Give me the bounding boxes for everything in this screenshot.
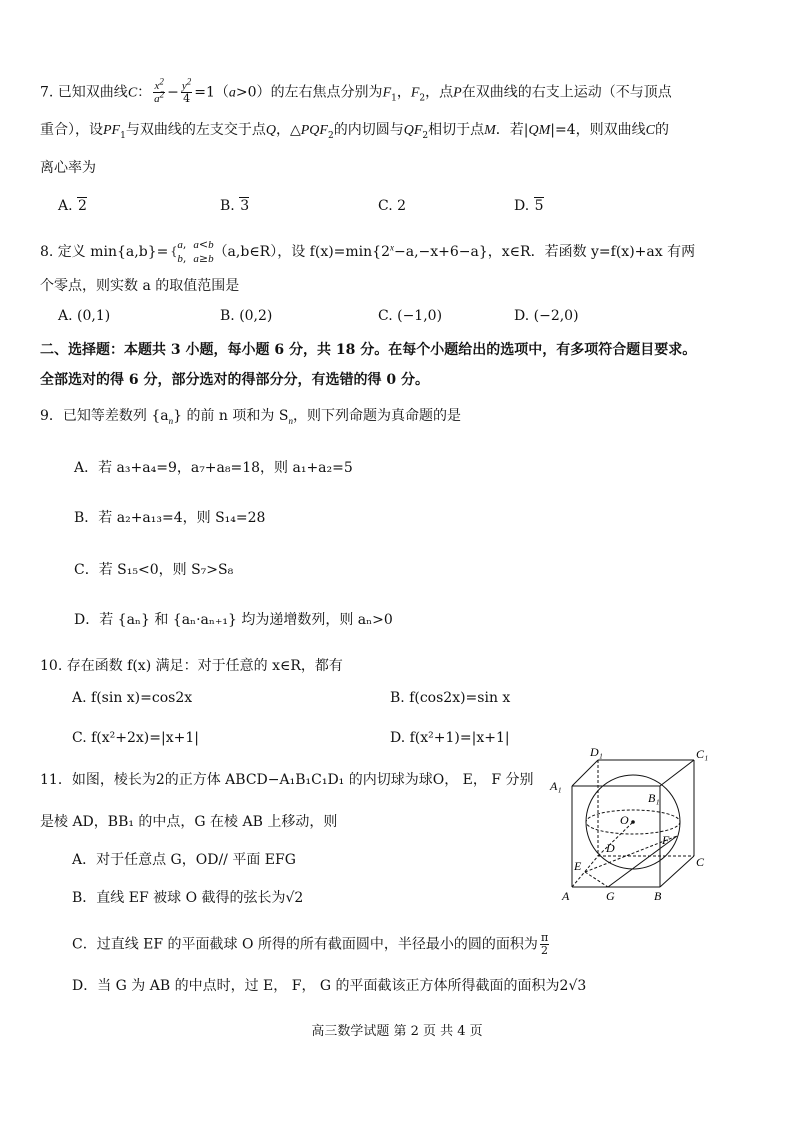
- q7-opt-a-label: A.: [58, 198, 73, 214]
- q11-option-b: [72, 888, 303, 908]
- q8-mid: −a,−x+6−a}，x∈R．若函数 y=f(x)+ax 有两: [394, 244, 696, 260]
- label-A: A: [562, 889, 570, 902]
- q7-l2a: 重合），设: [40, 122, 103, 138]
- q11-opt-c-num: π: [540, 931, 549, 944]
- q11-opt-b-text: B．直线 EF 被球 O 截得的弦长为: [72, 890, 286, 906]
- q7-option-b: B. 3: [220, 198, 250, 214]
- q7-l2c: ，△: [275, 122, 301, 138]
- q8-lead: 8. 定义 min{a,b}=: [40, 244, 169, 260]
- q10-option-a: A. f(sin x)=cos2x: [72, 690, 193, 706]
- label-F: F: [662, 833, 670, 847]
- q9-option-b: B．若 a₂+a₁₃=4，则 S₁₄=28: [74, 510, 266, 526]
- cube-figure: [548, 744, 718, 902]
- page-footer: 高三数学试题 第 2 页 共 4 页: [311, 1024, 483, 1039]
- q8-option-d: D. (−2,0): [514, 308, 579, 324]
- q8-line1: 8. 定义 min{a,b}= {a, a<b b, a≥b（a,b∈R），设 $f(x)=\min\{2^x-a,-x+6-a\}$，x∈R．若函数 y=f(x)+ax 有两: [40, 238, 696, 265]
- q11-stem2: 是棱 AD，BB₁ 的中点，G 在棱 AB 上移动，则: [40, 814, 338, 830]
- q7-opt-d-label: D.: [514, 198, 530, 214]
- label-G: G: [606, 889, 615, 902]
- label-C1: C₁: [696, 747, 709, 761]
- q9-stem: 9．已知等差数列 $\{a_n\}$ 的前 n 项和为 $S_n$，则下列命题为真命题的是: [40, 408, 461, 426]
- q7-frac-y: $\frac{y^2}{4}$: [181, 76, 192, 105]
- label-E: E: [574, 859, 582, 873]
- q11-opt-d-text: D．当 G 为 AB 的中点时，过 E， F， G 的平面截该正方体所得截面的面积为: [72, 978, 560, 994]
- q7-l2g: |=4，则双曲线: [550, 122, 646, 138]
- q8-option-a: A. (0,1): [58, 308, 111, 324]
- label-A1: A₁: [550, 779, 562, 793]
- q10-stem: 10. 存在函数 f(x) 满足：对于任意的 x∈R，都有: [40, 658, 343, 674]
- q11-opt-c-den: 2: [541, 944, 549, 957]
- section2-line1: 二、选择题：本题共 3 小题，每小题 6 分，共 18 分。在每个小题给出的选项中，有多项符合题目要求。: [40, 342, 697, 358]
- q11-stem1: 11．如图，棱长为2的正方体 ABCD−A₁B₁C₁D₁ 的内切球为球O， E， F 分别: [40, 772, 534, 788]
- q10-option-b: B. f(cos2x)=sin x: [390, 690, 511, 706]
- q10-option-c: C. f(x²+2x)=|x+1|: [72, 730, 199, 746]
- q7-option-c: C. 2: [378, 198, 407, 214]
- q11-opt-b-val: √2: [285, 890, 304, 906]
- q7-l2h: 的: [654, 122, 669, 138]
- q7-lead: 7. 已知双曲线: [40, 84, 128, 101]
- q7-frac-x: $\frac{x^2}{a^2}$: [154, 76, 165, 105]
- q11-option-d: [72, 976, 586, 996]
- q11-option-a: A．对于任意点 G，OD// 平面 EFG: [72, 852, 296, 868]
- q9-stem-a: 9．已知等差数列 {a: [40, 408, 169, 424]
- label-C: C: [696, 855, 705, 869]
- q9-stem-c: ，则下列命题为真命题的是: [292, 408, 461, 424]
- q11-option-c: [72, 932, 551, 957]
- q8-option-c: C. (−1,0): [378, 308, 443, 324]
- q7-line2: 重合），设$PF_1$与双曲线的左支交于点Q，$\triangle PQF_2$的内切圆与$QF_2$相切于点M．若|QM|=4，则双曲线C的: [40, 122, 669, 141]
- q8-option-b: B. (0,2): [220, 308, 273, 324]
- q11-opt-c-frac: [540, 932, 549, 957]
- label-B: B: [654, 889, 662, 902]
- label-B1: B₁: [648, 791, 660, 805]
- label-D: D: [606, 841, 615, 855]
- q7-tail: ，点: [425, 84, 454, 101]
- q7-l2f: ．若|: [495, 122, 529, 138]
- label-O: O: [620, 813, 629, 827]
- q7-end: 在双曲线的右支上运动（不与顶点: [461, 84, 672, 101]
- section2-line2: 全部选对的得 6 分，部分选对的得部分分，有选错的得 0 分。: [40, 372, 429, 388]
- q10-option-d: D. f(x²+1)=|x+1|: [390, 730, 510, 746]
- q7-l2d: 的内切圆与: [333, 122, 404, 138]
- q11-opt-c-text: C．过直线 EF 的平面截球 O 所得的所有截面圆中，半径最小的圆的面积为: [72, 936, 538, 953]
- label-D1: D₁: [590, 745, 603, 759]
- q7-l2e: 相切于点: [428, 122, 485, 138]
- q7-line3: 离心率为: [40, 160, 96, 176]
- q8-domain: （a,b∈R），设 f(x)=min{2: [213, 244, 390, 260]
- q7-opt-b-label: B.: [220, 198, 235, 214]
- q7-option-a: A. 2: [58, 198, 87, 214]
- q7-line1: 7. 已知双曲线C： $\frac{x^2}{a^2}$ − $\frac{y^2}{4}$ =1（a>0）的左右焦点分别为$F_1$，$F_2$，点P在双曲线的右支上运动（不与顶点: [40, 76, 672, 105]
- q9-option-c: C．若 S₁₅<0，则 S₇>S₈: [74, 562, 234, 578]
- q7-mid: 的左右焦点分别为: [270, 84, 383, 101]
- q7-l2b: 与双曲线的左支交于点: [125, 122, 266, 138]
- q7-option-d: D. 5: [514, 198, 544, 214]
- q8-line2: 个零点，则实数 a 的取值范围是: [40, 278, 240, 294]
- q9-stem-b: } 的前 n 项和为 S: [173, 408, 289, 424]
- q9-option-a: A．若 a₃+a₄=9，a₇+a₈=18，则 a₁+a₂=5: [74, 460, 353, 476]
- q9-option-d: D．若 {aₙ} 和 {aₙ·aₙ₊₁} 均为递增数列，则 aₙ>0: [74, 612, 393, 628]
- q11-opt-d-val: 2√3: [559, 978, 587, 994]
- q8-piecewise: {a, a<b b, a≥b: [170, 238, 214, 265]
